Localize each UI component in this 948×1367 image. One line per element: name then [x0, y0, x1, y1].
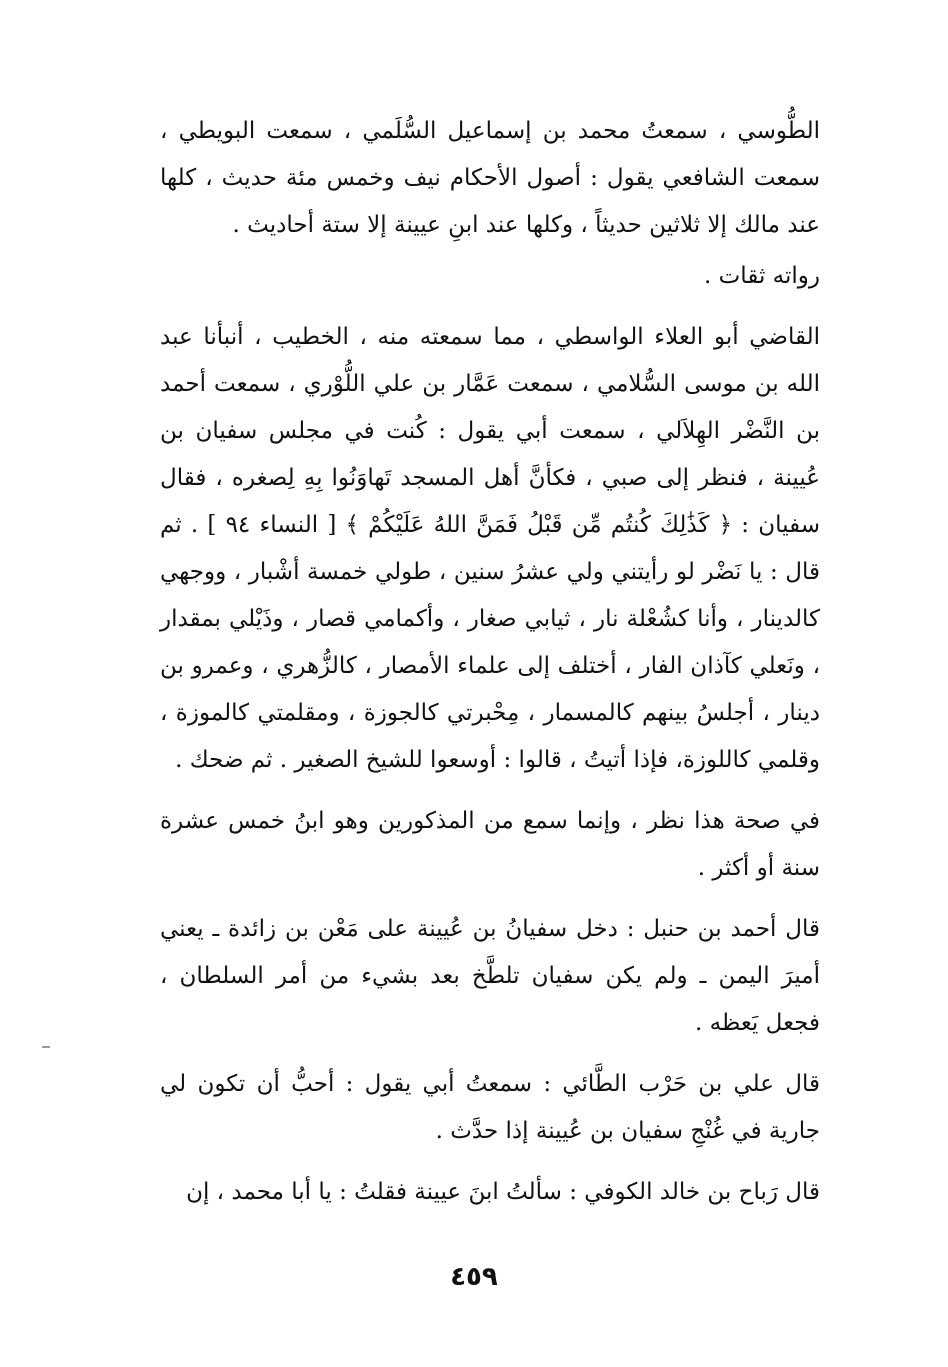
paragraph-2: رواته ثقات .: [704, 263, 820, 289]
page-number: ٤٥٩: [450, 1262, 498, 1292]
paragraph-1: الطُّوسي ، سمعتُ محمد بن إسماعيل السُّلَمي ، سمعت البويطي ، سمعت الشافعي يقول : أصول الأحكام نيف وخمس مئة حديث ، كلها عند مالك إلا ثلاثين حديثاً ، وكلها عند ابنِ عيينة إلا ستة أحاديث .: [160, 118, 820, 238]
paragraph-5: قال أحمد بن حنبل : دخل سفيانُ بن عُيينة على مَعْن بن زائدة ـ يعني أميرَ اليمن ـ ولم يكن سفيان تلطَّخ بعد بشيء من أمر السلطان ، فجعل يَعظه .: [160, 916, 820, 1036]
paragraph-4: في صحة هذا نظر ، وإنما سمع من المذكورين وهو ابنُ خمس عشرة سنة أو أكثر .: [160, 808, 820, 881]
margin-mark: [42, 1046, 50, 1048]
paragraph-7: قال رَباح بن خالد الكوفي : سألتُ ابنَ عيينة فقلتُ : يا أبا محمد ، إن: [186, 1179, 820, 1205]
paragraph-6: قال علي بن حَرْب الطَّائي : سمعتُ أبي يقول : أحبُّ أن تكون لي جارية في غُنْجِ سفيان بن عُيينة إذا حدَّث .: [160, 1071, 820, 1144]
paragraph-3: القاضي أبو العلاء الواسطي ، مما سمعته منه ، الخطيب ، أنبأنا عبد الله بن موسى السُّلامي ، سمعت عَمَّار بن علي اللُّوْري ، سمعت أحمد بن النَّضْر الهِلاَلي ، سمعت أبي يقول : كُنت في مجلس سفيان بن عُيينة ، فنظر إلى صبي ، فكأنَّ أهل المسجد تَهاوَنُوا بِهِ لِصغره ، فقال سفيان : ﴿ كَذَٰلِكَ كُنتُم مِّن قَبْلُ فَمَنَّ اللهُ عَلَيْكُمْ ﴾ [ النساء ٩٤ ] . ثم قال : يا نَضْر لو رأيتني ولي عشرُ سنين ، طولي خمسة أشْبار ، ووجهي كالدينار ، وأنا كشُعْلة نار ، ثيابي صغار ، وأكمامي قصار ، وذَيْلي بمقدار ، ونَعلي كآذان الفار ، أختلف إلى علماء الأمصار ، كالزُّهري ، وعمرو بن دينار ، أجلسُ بينهم كالمسمار ، مِحْبرتي كالجوزة ، ومقلمتي كالموزة ، وقلمي كاللوزة، فإذا أتيتُ ، قالوا : أوسعوا للشيخ الصغير . ثم ضحك .: [160, 324, 820, 773]
page-body: [160, 108, 820, 1216]
